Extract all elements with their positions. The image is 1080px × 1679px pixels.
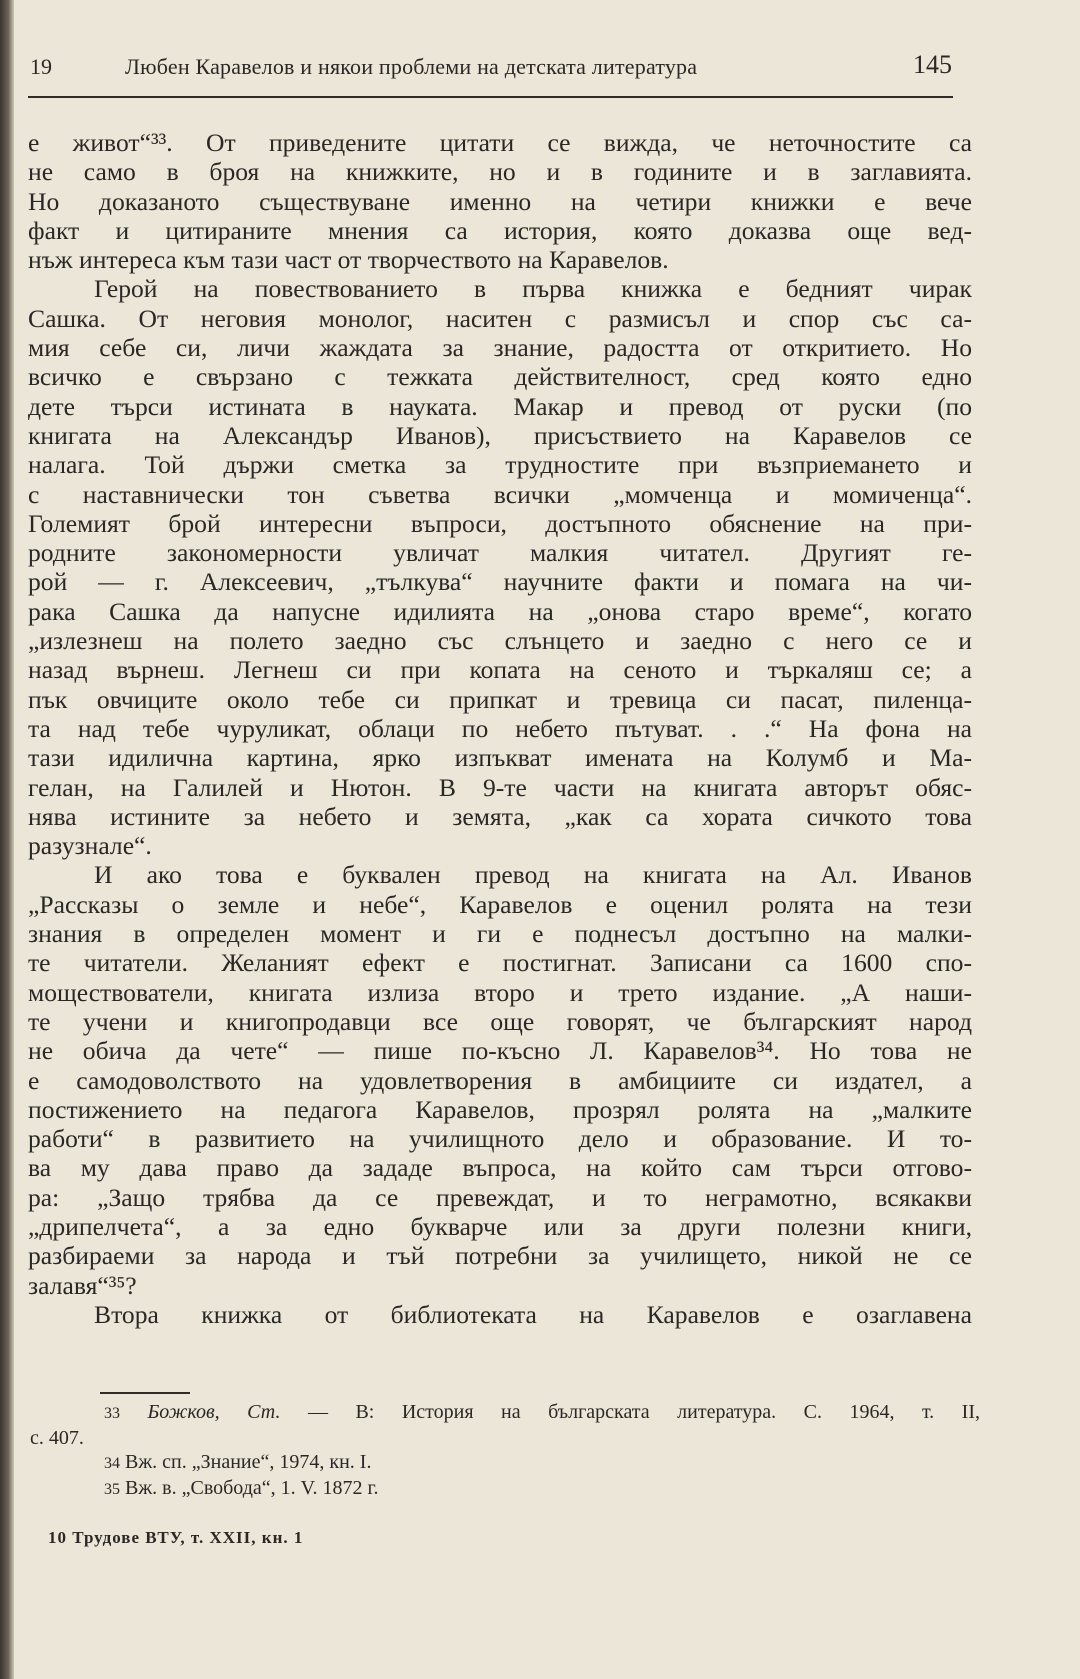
page-number: 145: [913, 50, 952, 79]
text-line: „Рассказы о земле и небе“, Каравелов е оценил ролята на тези: [28, 889, 972, 919]
book-spine-shadow: [0, 0, 14, 1679]
text-line: не обича да чете“ — пише по-късно Л. Каравелов³⁴. Но това не: [28, 1036, 972, 1066]
text-line: Но доказаното съществуване именно на четири книжки е вече: [28, 186, 972, 216]
text-line: постижението на педагога Каравелов, прозрял ролята на „малките: [28, 1094, 972, 1124]
text-line: Големият брой интересни въпроси, достъпното обяснение на при-: [28, 508, 972, 538]
text-line: с наставнически тон съветва всички „момченца и момиченца“.: [28, 479, 972, 509]
text-line: Герой на повествованието в първа книжка е бедният чирак: [94, 274, 972, 304]
footnotes: [30, 1400, 980, 1502]
footnote-33-continued: с. 407.: [30, 1427, 84, 1449]
text-line: „излезнеш на полето заедно със слънцето и заедно с него се и: [28, 626, 972, 656]
header-title: Любен Каравелов и някои проблеми на детската литература: [125, 54, 698, 79]
text-line: не само в броя на книжките, но и в годините и в заглавията.: [28, 157, 972, 187]
header-rule: [28, 96, 953, 98]
text-line: знания в определен момент и ги е поднесъл достъпно на малки-: [28, 919, 972, 949]
text-line: те учени и книгопродавци все още говорят, че българският народ: [28, 1006, 972, 1036]
running-header: [30, 50, 950, 90]
text-line: е самодоволството на удовлетворения в амбициите си издател, а: [28, 1065, 972, 1095]
text-line: родните закономерности увличат малкия читател. Другият ге-: [28, 538, 972, 568]
text-line: работи“ в развитието на училищното дело и образование. И то-: [28, 1124, 972, 1154]
printer-signature: 10 Трудове ВТУ, т. XXII, кн. 1: [48, 1528, 304, 1547]
text-line: ва му дава право да зададе въпроса, на който сам търси отгово-: [28, 1153, 972, 1183]
text-line: мия себе си, личи жаждата за знание, радостта от откритието. Но: [28, 333, 972, 363]
text-line: нъж интереса към тази част от творчеството на Каравелов.: [28, 245, 669, 275]
text-line: та над тебе чуруликат, облаци по небето пътуват. . .“ На фона на: [28, 713, 972, 743]
footnote-33: [30, 1400, 980, 1426]
footnote-number: 34: [104, 1455, 120, 1472]
text-line: рака Сашка да напусне идилията на „онова старо време“, когато: [28, 596, 972, 626]
text-line: моществователи, книгата излиза второ и трето издание. „А наши-: [28, 977, 972, 1007]
header-left-number: 19: [30, 54, 52, 79]
text-line: разбираеми за народа и тъй потребни за училището, никой не се: [28, 1241, 972, 1271]
text-line: Втора книжка от библиотеката на Каравелов е озаглавена: [94, 1299, 972, 1329]
text-line: тази идилична картина, ярко изпъкват имената на Колумб и Ма-: [28, 743, 972, 773]
text-line: е живот“³³. От приведените цитати се вижда, че неточностите са: [28, 128, 972, 157]
text-line: налага. Той държи сметка за трудностите при възприемането и: [28, 450, 972, 480]
text-line: факт и цитираните мнения са история, която доказва още вед-: [28, 215, 972, 245]
footnote-34: [30, 1450, 980, 1476]
text-line: залавя“³⁵?: [28, 1270, 137, 1300]
footnote-35: [30, 1476, 980, 1502]
text-line: ра: „Защо трябва да се превеждат, и то неграмотно, всякакви: [28, 1182, 972, 1212]
footnote-text: Вж. сп. „Знание“, 1974, кн. I.: [125, 1451, 372, 1473]
footnote-number: 33: [104, 1405, 120, 1422]
text-line: рой — г. Алексеевич, „тълкува“ научните факти и помага на чи-: [28, 567, 972, 597]
text-line: нява истините за небето и земята, „как са хората сичкото това: [28, 801, 972, 831]
footnote-number: 35: [104, 1481, 120, 1498]
text-line: гелан, на Галилей и Нютон. В 9-те части на книгата авторът обяс-: [28, 772, 972, 802]
footnote-rule: [100, 1392, 190, 1394]
text-line: Сашка. От неговия монолог, наситен с размисъл и спор със са-: [28, 303, 972, 333]
body-text: [28, 128, 972, 1329]
footnote-text: Вж. в. „Свобода“, 1. V. 1872 г.: [125, 1477, 379, 1499]
footnote-author: Божков, Ст.: [147, 1401, 281, 1423]
text-line: всичко е свързано с тежката действителност, сред която едно: [28, 362, 972, 392]
text-line: И ако това е буквален превод на книгата на Ал. Иванов: [94, 860, 972, 890]
text-line: назад върнеш. Легнеш си при копата на сеното и търкаляш се; а: [28, 655, 972, 685]
text-line: дете търси истината в науката. Макар и превод от руски (по: [28, 391, 972, 421]
footnote-text: — В: История на българската литература. С. 1964, т. II,: [307, 1401, 980, 1423]
text-line: те читатели. Желаният ефект е постигнат. Записани са 1600 спо-: [28, 948, 972, 978]
text-line: разузнале“.: [28, 831, 152, 861]
text-line: „дрипелчета“, а за едно букварче или за други полезни книги,: [28, 1211, 972, 1241]
text-line: пък овчиците около тебе си припкат и тревица си пасат, пиленца-: [28, 684, 972, 714]
text-line: книгата на Александър Иванов), присъствието на Каравелов се: [28, 420, 972, 450]
